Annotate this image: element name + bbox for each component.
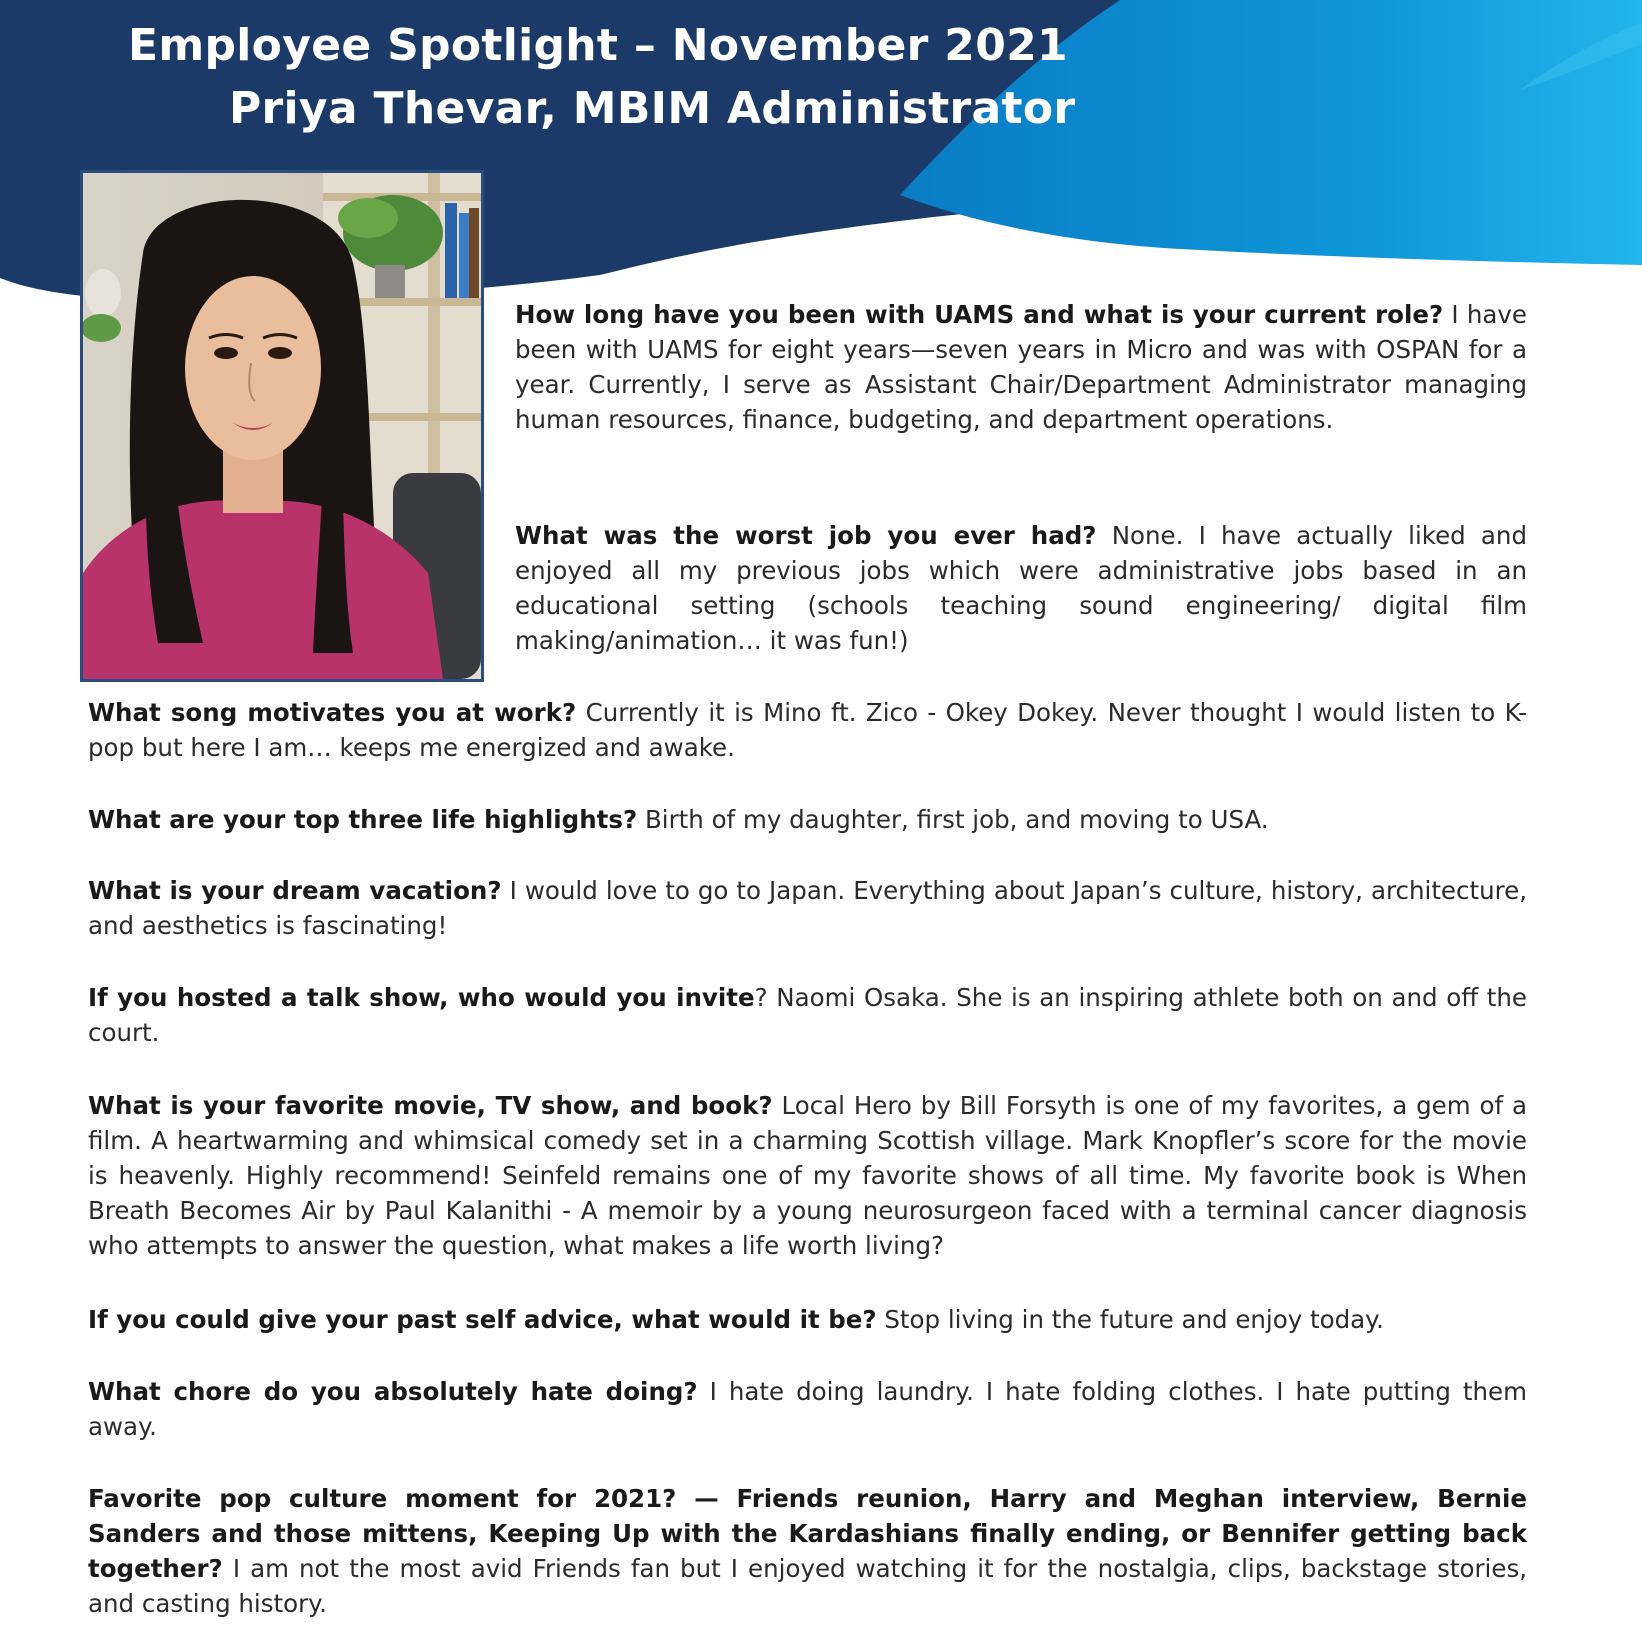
answer-text: Currently it is Mino ft. Zico - Okey Dokey. Never thought I would listen to K-pop but here I am… keeps me energized and awake. — [88, 698, 1527, 762]
qa-item — [515, 518, 1527, 658]
question-text: If you hosted a talk show, who would you invite — [88, 983, 755, 1012]
portrait-photo — [80, 170, 484, 682]
qa-item — [88, 695, 1527, 765]
question-text: What was the worst job you ever had? — [515, 521, 1097, 550]
question-text: What are your top three life highlights? — [88, 805, 638, 834]
qa-item — [88, 1302, 1527, 1337]
answer-text: Stop living in the future and enjoy today. — [876, 1305, 1384, 1334]
portrait-illustration — [83, 173, 481, 679]
qa-item — [88, 980, 1527, 1050]
question-text: What chore do you absolutely hate doing? — [88, 1377, 698, 1406]
qa-item — [88, 873, 1527, 943]
page-title: Employee Spotlight – November 2021 — [128, 20, 1068, 71]
page-subtitle: Priya Thevar, MBIM Administrator — [229, 83, 1076, 134]
question-text: How long have you been with UAMS and what is your current role? — [515, 300, 1444, 329]
qa-item — [88, 1481, 1527, 1621]
answer-text: I am not the most avid Friends fan but I enjoyed watching it for the nostalgia, clips, backstage stories, and casting history. — [88, 1554, 1527, 1618]
answer-text: I would love to go to Japan. Everything about Japan’s culture, history, architecture, and aesthetics is fascinating! — [88, 876, 1527, 940]
question-text: What song motivates you at work? — [88, 698, 577, 727]
qa-item — [88, 1374, 1527, 1444]
qa-item — [88, 802, 1527, 837]
answer-text: None. I have actually liked and enjoyed all my previous jobs which were administrative jobs based in an educational setting (schools teaching sound engineering/ digital film making/animation… it was fun!) — [515, 521, 1527, 655]
question-text: If you could give your past self advice, what would it be? — [88, 1305, 877, 1334]
question-text: Favorite pop culture moment for 2021? — Friends reunion, Harry and Meghan interview, Bernie Sanders and those mittens, Keeping Up with the Kardashians finally ending, or Bennifer getting back together? — [88, 1484, 1527, 1583]
answer-text: I have been with UAMS for eight years—seven years in Micro and was with OSPAN for a year. Currently, I serve as Assistant Chair/Department Administrator managing human resources, finance, budgeting, and department operations. — [515, 300, 1527, 434]
question-text: What is your dream vacation? — [88, 876, 502, 905]
answer-text: I hate doing laundry. I hate folding clothes. I hate putting them away. — [88, 1377, 1528, 1441]
qa-item — [515, 297, 1527, 437]
qa-item — [88, 1088, 1527, 1263]
answer-text: Birth of my daughter, first job, and moving to USA. — [637, 805, 1269, 834]
answer-text: Local Hero by Bill Forsyth is one of my favorites, a gem of a film. A heartwarming and whimsical comedy set in a charming Scottish village. Mark Knopfler’s score for the movie is heavenly. Highly recommend! Seinfeld remains one of my favorite shows of all time. My favorite book is When Breath Becomes Air by Paul Kalanithi - A memoir by a young neurosurgeon faced with a terminal cancer diagnosis who attempts to answer the question, what makes a life worth living? — [88, 1091, 1527, 1260]
answer-text: ? Naomi Osaka. She is an inspiring athlete both on and off the court. — [88, 983, 1527, 1047]
question-text: What is your favorite movie, TV show, and book? — [88, 1091, 773, 1120]
